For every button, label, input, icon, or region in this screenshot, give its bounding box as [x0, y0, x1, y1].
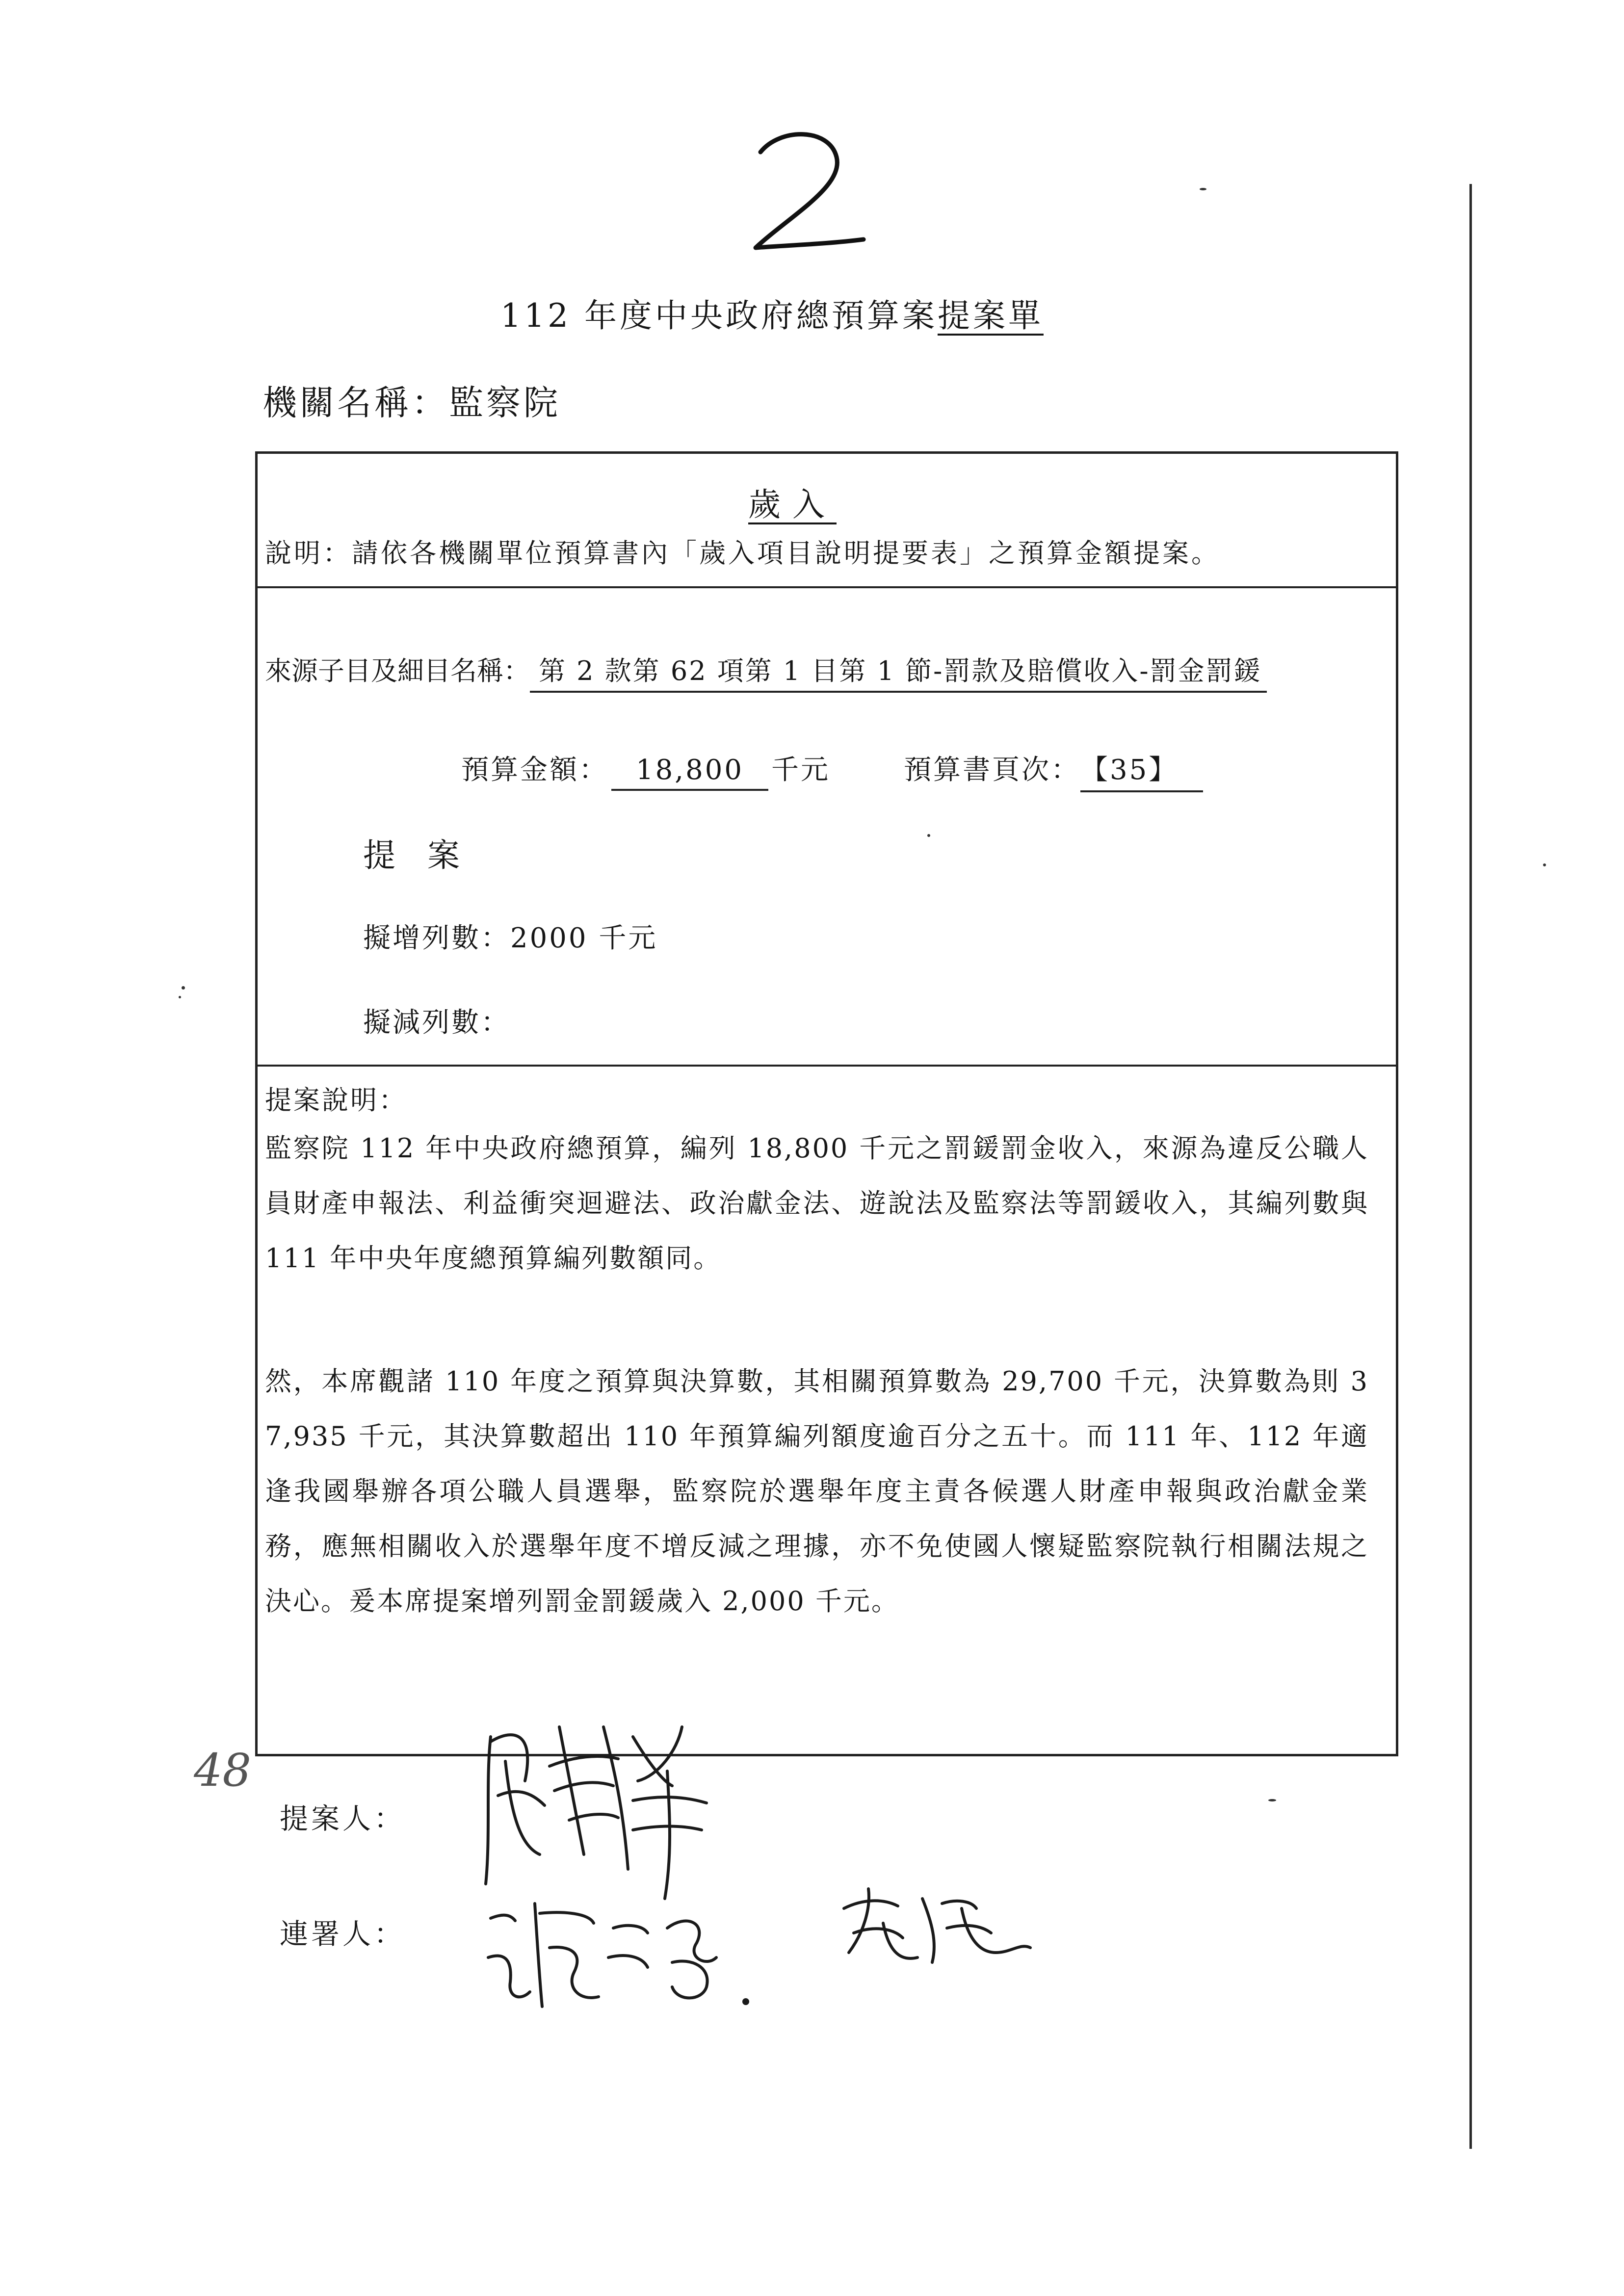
- explanation-label: 提案說明：: [265, 1085, 407, 1116]
- scan-speck: [182, 986, 185, 990]
- agency-line: 機關名稱：監察院: [262, 383, 561, 423]
- budget-amount-unit: 千元: [771, 754, 830, 786]
- proposer-label: 提案人：: [280, 1802, 406, 1835]
- source-label: 來源子目及細目名稱：: [265, 655, 530, 686]
- budget-page-label: 預算書頁次：: [904, 754, 1080, 786]
- scan-speck: [179, 996, 181, 998]
- budget-page-value: 【35】: [1080, 748, 1203, 792]
- scan-speck: [1268, 1799, 1276, 1801]
- increase-value: 2000 千元: [510, 922, 658, 954]
- increase-label: 擬增列數：: [363, 922, 510, 954]
- decrease-row: [363, 1001, 510, 1040]
- explanation-paragraph-2: 然，本席觀諸 110 年度之預算與決算數，其相關預算數為 29,700 千元，決算數為則 37,935 千元，其決算數超出 110 年預算編列額度逾百分之五十。而 111 年、112 年適逢我國舉辦各項公職人員選舉，監察院於選舉年度主責各候選人財產申報與政治獻金業務，應無相關收入於選舉年度不增反減之理據，亦不免使國人懷疑監察院執行相關法規之決心。爰本席提案增列罰金罰鍰歲入 2,000 千元。: [265, 1366, 1369, 1617]
- cosigner-signature-1: [481, 1884, 775, 2031]
- scan-speck: [1200, 188, 1206, 190]
- cosigner-label: 連署人：: [280, 1917, 406, 1951]
- budget-amount-row: [461, 748, 1203, 792]
- right-margin-rule: [1469, 184, 1472, 2149]
- handwritten-margin-mark: [189, 1739, 287, 1803]
- margin-mark-text: 48: [194, 1744, 252, 1797]
- budget-amount-value: 18,800: [611, 754, 768, 791]
- source-item-row: [265, 650, 1267, 693]
- page-title: [500, 289, 1044, 336]
- explanation-paragraph-1: 監察院 112 年中央政府總預算，編列 18,800 千元之罰鍰罰金收入，來源為違反公職人員財產申報法、利益衝突迴避法、政治獻金法、遊說法及監察法等罰鍰收入，其編列數與 111 年中央年度總預算編列數額同。: [265, 1133, 1369, 1274]
- proposer-signature: [471, 1707, 736, 1913]
- handwritten-page-number: [726, 123, 873, 270]
- title-underlined: 提案單: [937, 297, 1044, 335]
- title-prefix: 112 年度中央政府總預算案: [500, 297, 938, 335]
- source-value: 第 2 款第 62 項第 1 目第 1 節-罰款及賠償收入-罰金罰鍰: [530, 650, 1267, 693]
- scan-speck: [927, 834, 930, 837]
- divider-line: [255, 586, 1398, 588]
- decrease-label: 擬減列數：: [363, 1007, 510, 1039]
- divider-line: [255, 1065, 1398, 1067]
- section-title: 歲入: [748, 486, 837, 523]
- cosigner-signature-2: [834, 1879, 1040, 1977]
- instruction-text: 說明：請依各機關單位預算書內「歲入項目說明提要表」之預算金額提案。: [265, 538, 1220, 569]
- scan-speck: [1543, 863, 1546, 866]
- proposal-heading: 提 案: [363, 836, 471, 874]
- budget-amount-label: 預算金額：: [461, 754, 608, 786]
- increase-row: [363, 916, 657, 956]
